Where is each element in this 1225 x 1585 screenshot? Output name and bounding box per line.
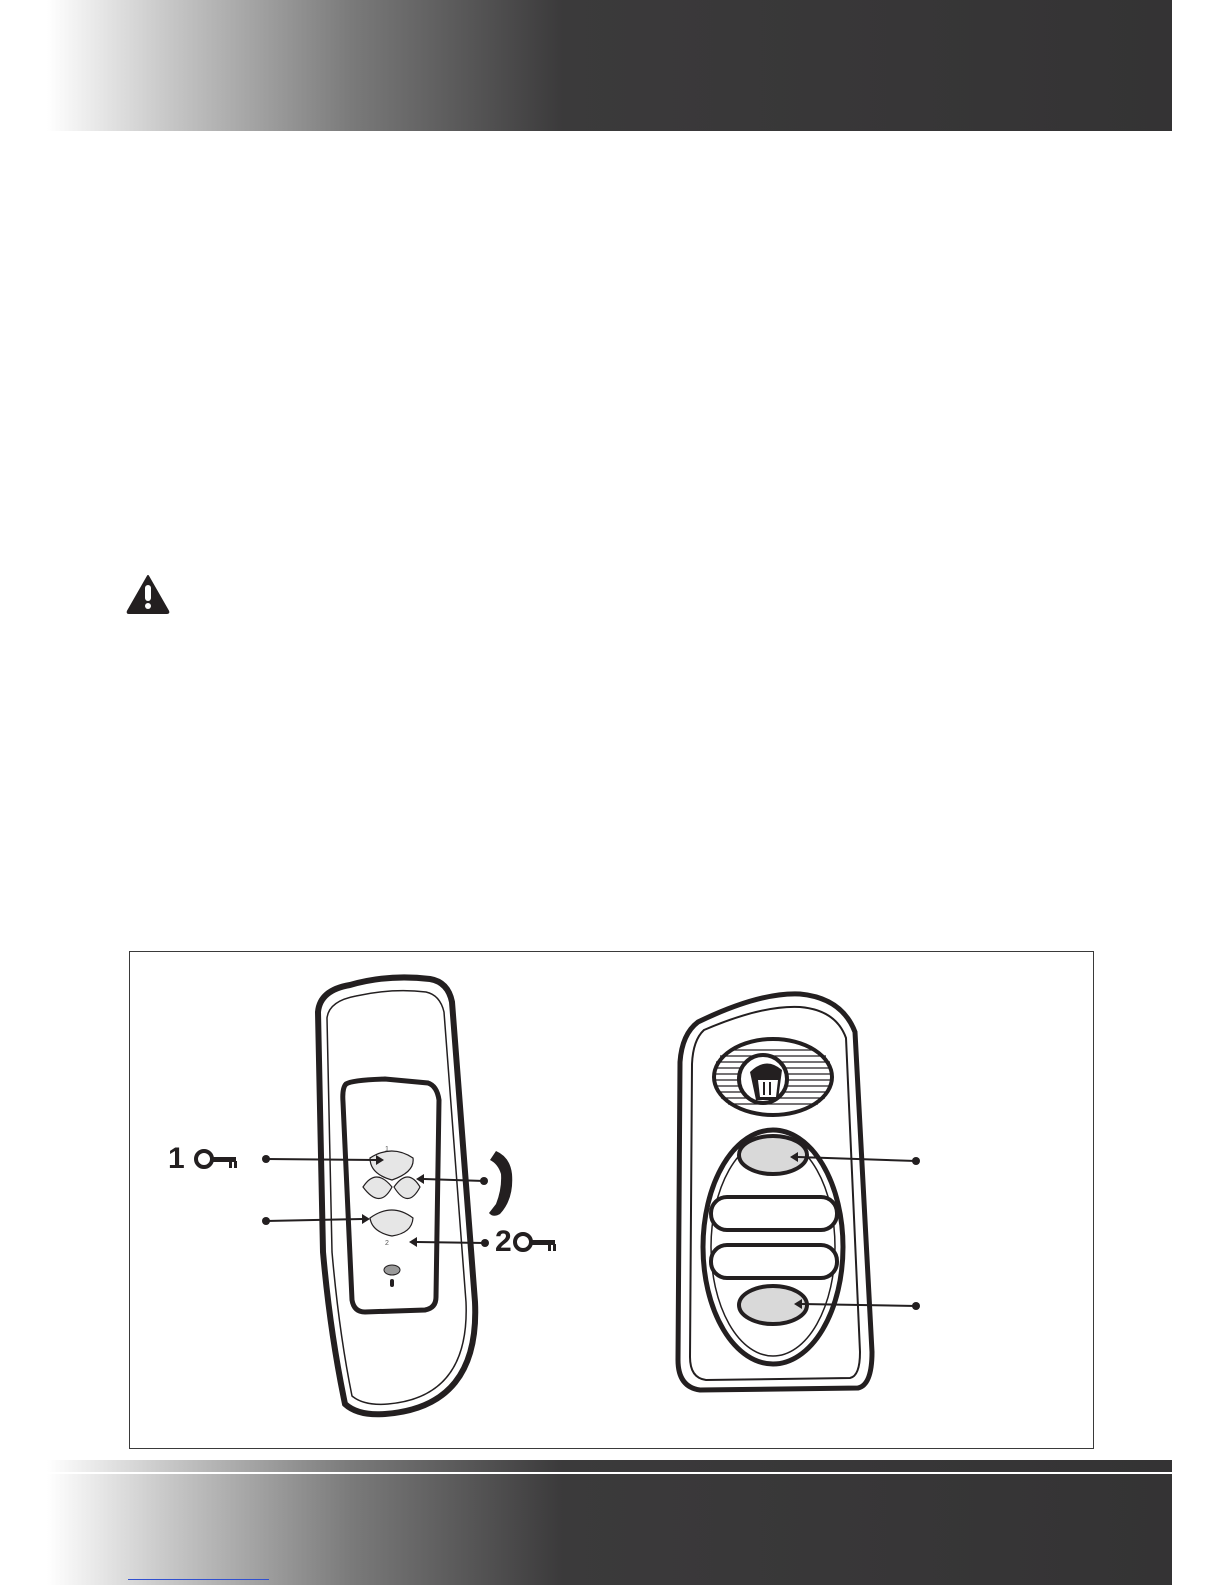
tiny-key-1-label: 1 xyxy=(385,1146,389,1153)
small-status-icon xyxy=(390,1279,394,1287)
footer-banner xyxy=(0,1474,1172,1585)
header-banner xyxy=(0,0,1172,131)
phone-handset-icon xyxy=(489,1151,512,1216)
key-2-label: 2 xyxy=(495,1225,512,1258)
middle-bar-button-1[interactable] xyxy=(711,1197,837,1230)
key-1-label: 1 xyxy=(168,1142,185,1175)
warning-triangle-icon xyxy=(126,574,170,614)
left-remote xyxy=(196,977,556,1414)
footer-divider xyxy=(0,1460,1172,1472)
footer-link-underline[interactable] xyxy=(128,1579,269,1580)
indicator-led xyxy=(384,1265,400,1275)
knight-helmet-logo-icon xyxy=(739,1055,787,1103)
remote-illustration xyxy=(130,952,1093,1448)
remote-controls-figure xyxy=(129,951,1094,1449)
tiny-key-2-label: 2 xyxy=(385,1240,389,1247)
key-icon xyxy=(196,1151,237,1168)
key-icon xyxy=(515,1234,556,1251)
middle-bar-button-2[interactable] xyxy=(711,1245,837,1278)
right-remote xyxy=(678,994,920,1390)
